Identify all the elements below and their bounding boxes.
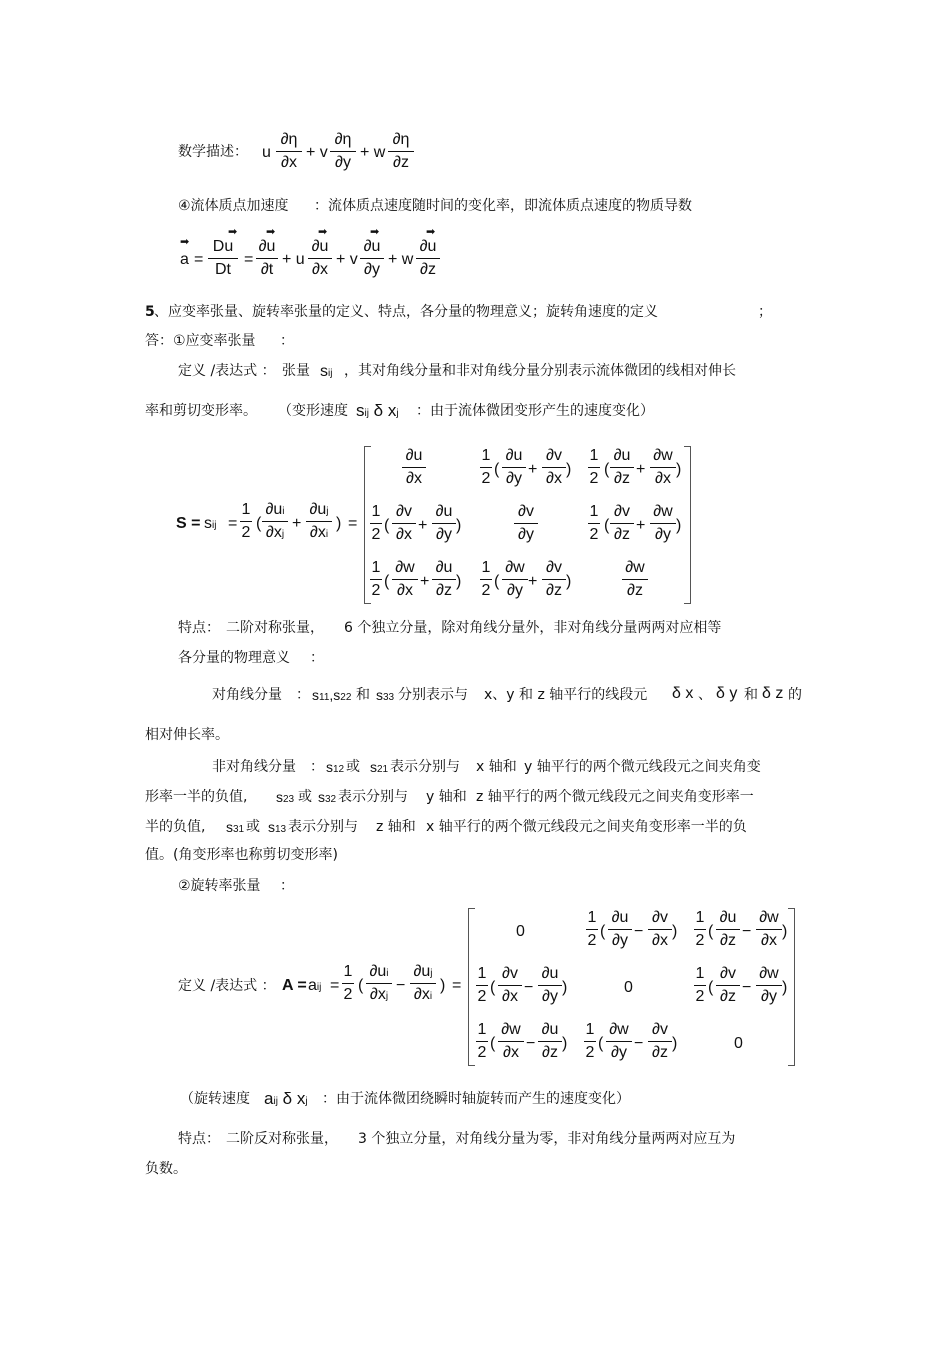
feature-label-2: 特点： [178, 1131, 220, 1147]
diag-text-2: 分别表示与 [398, 687, 468, 703]
sij-symbol: sij [320, 363, 333, 380]
feature-label-1: 特点： [178, 620, 220, 636]
feature-text-1a: 二阶对称张量， [226, 620, 324, 636]
offdiag-1: 或 [346, 759, 360, 775]
answer-label: 答：①应变率张量 [145, 333, 256, 349]
math-desc-label: 数学描述： [178, 144, 248, 160]
offdiag-8: y 轴和 [426, 789, 467, 805]
s12-symbol: s12 [326, 759, 345, 775]
feature-text-1b: 6 个独立分量，除对角线分量外，非对角线分量两两对应相等 [344, 620, 722, 636]
diag-text-5: 和 [744, 687, 758, 703]
offdiag-7: 表示分别与 [338, 789, 408, 805]
s13-symbol: s13 [268, 819, 287, 835]
offdiag-2: 表示分别与 [390, 759, 460, 775]
phys-meaning: 各分量的物理意义 [178, 650, 290, 666]
s21-symbol: s21 [370, 759, 389, 775]
def-label: 定义 /表达式 ： [178, 363, 276, 379]
offdiag-colon: ： [310, 759, 324, 775]
offdiag-label: 非对角线分量 [212, 759, 296, 775]
delta-y-symbol: δ y [716, 685, 738, 702]
offdiag-3: x 轴和 [476, 759, 517, 775]
rot-label: ②旋转率张量 [178, 878, 261, 894]
offdiag-6: 或 [298, 789, 312, 805]
diag-text-6: 的 [788, 687, 802, 703]
offdiag-9: z 轴平行的两个微元线段元之间夹角变形率一 [476, 789, 754, 805]
offdiag-4: y 轴平行的两个微元线段元之间夹角变 [524, 759, 761, 775]
q5-text: 、应变率张量、旋转率张量的定义、特点，各分量的物理意义；旋转角速度的定义 [154, 304, 658, 320]
sij-dxj-symbol: sij δ xj [356, 401, 399, 420]
diag-label: 对角线分量 [212, 687, 282, 703]
delta-z-symbol: δ z [762, 685, 784, 702]
diag-text-7: 相对伸长率。 [145, 727, 229, 743]
aij-dxj-symbol: aij δ xj [264, 1089, 308, 1108]
offdiag-10: 半的负值, [145, 819, 206, 835]
def-paren-1: （变形速度 [278, 403, 348, 419]
q5-end: ； [758, 304, 772, 320]
diag-colon: ： [296, 687, 310, 703]
s32-symbol: s32 [318, 789, 337, 805]
def-paren-2: ：由于流体微团变形产生的速度变化） [416, 403, 654, 419]
rot-colon: ： [280, 878, 294, 894]
s11-s22-symbol: s11,s22 [312, 687, 352, 703]
def-text-1: 张量 [282, 363, 310, 379]
phys-meaning-colon: ： [310, 650, 324, 666]
feature-text-2c: 负数。 [145, 1161, 187, 1177]
item4-label: ④流体质点加速度 [178, 198, 289, 214]
offdiag-14: x 轴平行的两个微元线段元之间夹角变形率一半的负 [426, 819, 747, 835]
def-text-2: ，其对角线分量和非对角线分量分别表示流体微团的线相对伸长 [344, 363, 736, 379]
diag-text-3: x、y 和 z 轴平行的线段元 [484, 687, 648, 703]
s23-symbol: s23 [276, 789, 295, 805]
s33-symbol: s33 [376, 687, 395, 703]
offdiag-5: 形率一半的负值, [145, 789, 248, 805]
diag-text-4: 、 [698, 687, 712, 703]
item4-text: ：流体质点速度随时间的变化率，即流体质点速度的物质导数 [314, 198, 692, 214]
rot-def-label: 定义 /表达式 ： [178, 978, 276, 994]
q5-number: 5 [145, 304, 155, 320]
delta-x-symbol: δ x [672, 685, 694, 702]
offdiag-15: 值。(角变形率也称剪切变形率) [145, 847, 338, 863]
offdiag-13: z 轴和 [376, 819, 416, 835]
offdiag-12: 表示分别与 [288, 819, 358, 835]
feature-text-2a: 二阶反对称张量， [226, 1131, 338, 1147]
rot-paren-2: ：由于流体微团绕瞬时轴旋转而产生的速度变化） [322, 1091, 630, 1107]
answer-colon: ： [280, 333, 294, 349]
feature-text-2b: 3 个独立分量，对角线分量为零，非对角线分量两两对应互为 [358, 1131, 736, 1147]
diag-text-1: 和 [356, 687, 370, 703]
rot-paren-1: （旋转速度 [180, 1091, 250, 1107]
def-text-3: 率和剪切变形率。 [145, 403, 257, 419]
s31-symbol: s31 [226, 819, 245, 835]
offdiag-11: 或 [246, 819, 260, 835]
